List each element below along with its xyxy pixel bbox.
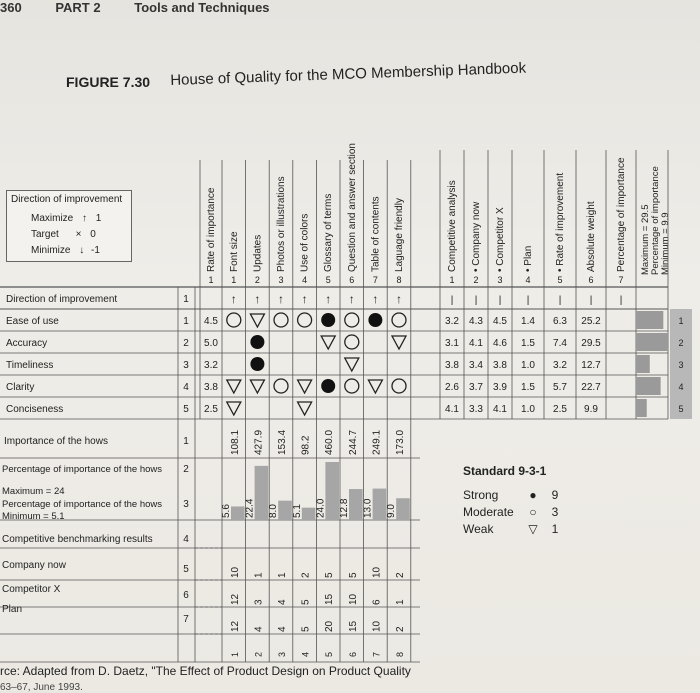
benchmark-value: 10 bbox=[347, 593, 359, 605]
competitive-value: 7.4 bbox=[553, 338, 567, 349]
how-percentage-bar bbox=[349, 489, 363, 520]
competitive-value: 3.3 bbox=[469, 404, 483, 415]
requirement-rate: 3.8 bbox=[204, 382, 218, 393]
competitive-value: 22.7 bbox=[581, 382, 601, 393]
strong-relationship-icon bbox=[250, 357, 264, 371]
weak-relationship-icon bbox=[298, 402, 312, 415]
moderate-relationship-icon bbox=[274, 379, 288, 393]
benchmark-value: 3 bbox=[253, 599, 265, 605]
column-header-num: 8 bbox=[396, 275, 402, 285]
direction-arrow-icon: ↑ bbox=[254, 292, 261, 306]
part-label: PART 2 bbox=[55, 0, 101, 15]
competitive-value: 3.2 bbox=[553, 360, 567, 371]
importance-bar bbox=[636, 311, 663, 329]
benchmark-value: 6 bbox=[371, 599, 383, 605]
requirement-num: 3 bbox=[183, 360, 189, 371]
competitive-tick: | bbox=[450, 295, 454, 306]
competitive-value: 29.5 bbox=[581, 338, 601, 349]
benchmark-col-num: 5 bbox=[324, 651, 335, 657]
competitive-tick: | bbox=[526, 295, 530, 306]
competitive-value: 4.1 bbox=[469, 338, 483, 349]
requirement-rate: 4.5 bbox=[204, 316, 218, 327]
how-importance-value: 108.1 bbox=[229, 429, 241, 455]
competitive-tick: | bbox=[589, 295, 593, 306]
benchmark-value: 1 bbox=[253, 572, 265, 578]
right-row-num: 2 bbox=[678, 338, 684, 348]
moderate-relationship-icon bbox=[345, 335, 359, 349]
direction-arrow-icon: ↑ bbox=[372, 292, 379, 306]
direction-row-num: 1 bbox=[183, 294, 189, 305]
competitive-header-num: 7 bbox=[618, 275, 624, 285]
requirement-num: 4 bbox=[183, 382, 189, 393]
requirement-num: 5 bbox=[183, 404, 189, 415]
requirement-label: Ease of use bbox=[6, 316, 59, 327]
right-row-num: 3 bbox=[678, 360, 684, 370]
how-percentage-bar bbox=[325, 462, 339, 520]
direction-arrow-icon: ↑ bbox=[278, 292, 284, 306]
hows-row-label: Percentage of importance of the hows bbox=[2, 499, 163, 510]
competitive-header-label: • Competitor X bbox=[495, 207, 506, 272]
how-percentage-value: 22.4 bbox=[244, 498, 256, 518]
how-percentage-value: 8.0 bbox=[268, 504, 280, 518]
column-header-num: 7 bbox=[372, 275, 378, 285]
competitive-header-num: 5 bbox=[557, 275, 563, 285]
hows-row-label: Importance of the hows bbox=[4, 436, 108, 447]
hows-row-label: Maximum = 24 bbox=[2, 486, 65, 497]
how-importance-value: 427.9 bbox=[253, 429, 265, 455]
benchmark-value: 5 bbox=[347, 572, 359, 578]
hows-row-label: Minimum = 5.1 bbox=[2, 511, 65, 522]
column-header-num: 6 bbox=[349, 275, 355, 285]
column-header-label: Updates bbox=[252, 234, 264, 272]
how-importance-value: 153.4 bbox=[277, 429, 288, 455]
standard-moderate: Moderate ○ 3 bbox=[463, 504, 559, 519]
hows-row-label: Competitive benchmarking results bbox=[2, 534, 153, 545]
hows-row-num: 7 bbox=[183, 614, 189, 625]
how-percentage-value: 24.0 bbox=[315, 498, 327, 518]
weak-triangle-icon: ▽ bbox=[528, 521, 538, 536]
hows-row-label: Company now bbox=[2, 560, 66, 571]
competitive-tick: | bbox=[619, 295, 623, 306]
column-header-label: Rate of importance bbox=[206, 187, 217, 272]
weak-relationship-icon bbox=[298, 380, 312, 393]
benchmark-value: 2 bbox=[300, 572, 312, 578]
hows-row-label: Percentage of importance of the hows bbox=[2, 464, 163, 475]
competitive-value: 1.5 bbox=[521, 382, 535, 393]
benchmark-value: 10 bbox=[229, 566, 241, 578]
direction-arrow-icon: ↑ bbox=[348, 292, 355, 306]
moderate-relationship-icon bbox=[274, 313, 288, 327]
moderate-relationship-icon bbox=[392, 313, 406, 327]
benchmark-value: 20 bbox=[324, 620, 336, 632]
page-number: 360 bbox=[0, 0, 22, 15]
direction-legend bbox=[6, 190, 132, 262]
benchmark-value: 12 bbox=[229, 593, 241, 605]
benchmark-col-num: 8 bbox=[395, 651, 405, 657]
weak-relationship-icon bbox=[392, 336, 406, 349]
competitive-header-num: 4 bbox=[525, 275, 531, 285]
moderate-relationship-icon bbox=[345, 379, 359, 393]
relationship-standard-legend bbox=[463, 464, 593, 537]
moderate-relationship-icon bbox=[298, 313, 312, 327]
requirement-num: 2 bbox=[183, 338, 189, 349]
figure-label: FIGURE 7.30 bbox=[66, 74, 151, 90]
how-percentage-bar bbox=[278, 501, 292, 520]
competitive-value: 3.2 bbox=[445, 316, 459, 327]
competitive-value: 2.6 bbox=[445, 382, 459, 393]
requirement-label: Timeliness bbox=[6, 360, 54, 371]
benchmark-value: 4 bbox=[253, 626, 265, 632]
benchmark-value: 5 bbox=[300, 599, 312, 605]
hows-row-label: Plan bbox=[2, 604, 23, 615]
column-header-num: 5 bbox=[325, 275, 331, 285]
competitive-value: 6.3 bbox=[553, 316, 567, 327]
how-percentage-bar bbox=[373, 489, 387, 520]
requirement-label: Accuracy bbox=[6, 338, 48, 349]
figure-title: House of Quality for the MCO Membership Handbook bbox=[170, 59, 527, 89]
column-header-num: 4 bbox=[302, 275, 308, 285]
competitive-header-num: 3 bbox=[497, 275, 503, 285]
benchmark-value: 4 bbox=[277, 626, 288, 632]
requirement-num: 1 bbox=[183, 316, 189, 327]
competitive-value: 4.1 bbox=[445, 404, 459, 415]
competitive-value: 1.4 bbox=[521, 316, 535, 327]
weak-relationship-icon bbox=[250, 380, 264, 393]
importance-bar bbox=[636, 333, 668, 351]
column-header-num: 2 bbox=[254, 275, 260, 285]
competitive-value: 4.5 bbox=[493, 316, 507, 327]
direction-arrow-icon: ↑ bbox=[230, 292, 237, 306]
weak-relationship-icon bbox=[227, 402, 241, 415]
competitive-tick: | bbox=[498, 295, 502, 306]
competitive-value: 1.0 bbox=[521, 360, 535, 371]
weak-relationship-icon bbox=[368, 380, 382, 393]
strong-dot-icon: ● bbox=[529, 487, 537, 502]
requirement-label: Conciseness bbox=[6, 404, 64, 415]
moderate-relationship-icon bbox=[345, 313, 359, 327]
benchmark-value: 2 bbox=[395, 572, 406, 578]
direction-legend-title: Direction of improvement bbox=[11, 194, 123, 205]
hows-row-num: 1 bbox=[183, 436, 189, 447]
column-header-label: Laguage friendly bbox=[394, 198, 405, 272]
competitive-value: 5.7 bbox=[553, 382, 567, 393]
weak-relationship-icon bbox=[250, 314, 264, 327]
importance-bar bbox=[636, 377, 661, 395]
how-percentage-value: 5.1 bbox=[291, 504, 303, 518]
benchmark-col-num: 6 bbox=[347, 651, 358, 657]
column-header-label: Table of contents bbox=[370, 196, 382, 272]
requirement-label: Clarity bbox=[6, 382, 35, 393]
competitive-tick: | bbox=[558, 295, 562, 306]
strong-relationship-icon bbox=[321, 313, 335, 327]
requirement-rate: 5.0 bbox=[204, 338, 218, 349]
legend-target: Target × 0 bbox=[31, 229, 96, 240]
column-header-label: Glossary of terms bbox=[323, 193, 335, 272]
how-importance-value: 249.1 bbox=[371, 429, 383, 455]
source-caption: rce: Adapted from D. Daetz, "The Effect of Product Design on Product Quality bbox=[0, 664, 411, 678]
column-header-num: 1 bbox=[231, 275, 237, 285]
weak-relationship-icon bbox=[345, 358, 359, 371]
benchmark-col-num: 3 bbox=[277, 651, 287, 657]
competitive-value: 3.1 bbox=[445, 338, 459, 349]
benchmark-value: 10 bbox=[371, 620, 383, 632]
how-percentage-value: 9.0 bbox=[386, 504, 398, 518]
competitive-value: 4.3 bbox=[469, 316, 483, 327]
benchmark-value: 12 bbox=[229, 620, 241, 632]
weak-relationship-icon bbox=[321, 336, 335, 349]
benchmark-value: 1 bbox=[277, 572, 288, 578]
competitive-value: 9.9 bbox=[584, 404, 598, 415]
how-percentage-value: 13.0 bbox=[362, 498, 374, 518]
competitive-value: 25.2 bbox=[581, 316, 601, 327]
how-percentage-value: 5.6 bbox=[221, 504, 232, 518]
benchmark-value: 15 bbox=[347, 620, 359, 632]
how-importance-value: 173.0 bbox=[395, 429, 406, 455]
column-header-label: Question and answer section bbox=[346, 143, 358, 272]
column-header-label: Font size bbox=[228, 231, 240, 272]
competitive-header-label: Competitive analysis bbox=[447, 180, 458, 272]
competitive-header-num: 2 bbox=[473, 275, 479, 285]
benchmark-value: 5 bbox=[324, 572, 336, 578]
benchmark-value: 2 bbox=[395, 626, 406, 632]
hows-row-num: 3 bbox=[183, 499, 189, 510]
benchmark-value: 15 bbox=[324, 593, 336, 605]
part-title: Tools and Techniques bbox=[134, 0, 270, 15]
how-percentage-bar bbox=[231, 506, 245, 520]
competitive-header-num: 1 bbox=[449, 275, 455, 285]
benchmark-col-num: 2 bbox=[253, 651, 264, 657]
right-row-num: 1 bbox=[678, 316, 684, 326]
strong-relationship-icon bbox=[368, 313, 382, 327]
competitive-header-label: Percentage of importance bbox=[616, 157, 627, 272]
benchmark-col-num: 1 bbox=[229, 651, 240, 657]
benchmark-col-num: 7 bbox=[371, 651, 382, 657]
competitive-tick: | bbox=[474, 295, 478, 306]
moderate-circle-icon: ○ bbox=[529, 504, 537, 519]
moderate-relationship-icon bbox=[227, 313, 241, 327]
benchmark-value: 10 bbox=[371, 566, 383, 578]
competitive-header-label: • Rate of improvement bbox=[555, 172, 566, 272]
source-caption-2: 63–67, June 1993. bbox=[0, 682, 83, 693]
competitive-value: 2.5 bbox=[553, 404, 567, 415]
direction-arrow-icon: ↑ bbox=[396, 292, 402, 306]
max-min-header-text: Minimum = 9.9 bbox=[660, 212, 671, 275]
hows-row-num: 6 bbox=[183, 590, 189, 601]
competitive-value: 3.7 bbox=[469, 382, 483, 393]
requirement-rate: 2.5 bbox=[204, 404, 218, 415]
max-min-header-text: Percentage of importance bbox=[650, 166, 661, 275]
benchmark-value: 5 bbox=[300, 626, 312, 632]
competitive-value: 3.8 bbox=[493, 360, 507, 371]
competitive-value: 4.6 bbox=[493, 338, 507, 349]
right-row-num: 5 bbox=[678, 404, 684, 414]
competitive-value: 3.8 bbox=[445, 360, 459, 371]
competitive-header-label: • Company now bbox=[471, 201, 482, 272]
hows-row-num: 4 bbox=[183, 534, 189, 545]
competitive-header-label: Absolute weight bbox=[586, 201, 597, 272]
moderate-relationship-icon bbox=[392, 379, 406, 393]
standard-title: Standard 9-3-1 bbox=[463, 464, 547, 478]
how-percentage-bar bbox=[396, 498, 410, 520]
standard-strong: Strong ● 9 bbox=[463, 487, 559, 502]
direction-row-label: Direction of improvement bbox=[6, 294, 118, 305]
column-header-num: 3 bbox=[278, 275, 284, 285]
legend-minimize: Minimize ↓ -1 bbox=[31, 245, 100, 256]
how-percentage-bar bbox=[302, 508, 316, 520]
how-percentage-bar bbox=[255, 466, 269, 520]
importance-bar bbox=[636, 355, 650, 373]
competitive-value: 1.0 bbox=[521, 404, 535, 415]
max-min-header-text: Maximum = 29.5 bbox=[640, 204, 651, 275]
competitive-value: 4.1 bbox=[493, 404, 507, 415]
benchmark-value: 4 bbox=[277, 599, 288, 605]
direction-arrow-icon: ↑ bbox=[325, 292, 332, 306]
competitive-value: 1.5 bbox=[521, 338, 535, 349]
column-header-label: Photos or illustrations bbox=[276, 176, 287, 272]
how-importance-value: 460.0 bbox=[324, 429, 336, 455]
strong-relationship-icon bbox=[321, 379, 335, 393]
benchmark-col-num: 4 bbox=[300, 651, 311, 657]
how-importance-value: 244.7 bbox=[347, 429, 359, 455]
importance-bar bbox=[636, 399, 647, 417]
competitive-header-num: 6 bbox=[588, 275, 594, 285]
how-importance-value: 98.2 bbox=[300, 435, 312, 455]
column-header-label: Use of colors bbox=[299, 213, 311, 272]
competitive-value: 12.7 bbox=[581, 360, 601, 371]
right-row-num: 4 bbox=[678, 382, 684, 392]
hows-row-label: Competitor X bbox=[2, 584, 61, 595]
competitive-value: 3.9 bbox=[493, 382, 507, 393]
legend-maximize: Maximize ↑ 1 bbox=[31, 213, 102, 224]
competitive-header-label: • Plan bbox=[523, 245, 534, 272]
hows-row-num: 2 bbox=[183, 464, 189, 475]
requirement-rate: 3.2 bbox=[204, 360, 218, 371]
weak-relationship-icon bbox=[227, 380, 241, 393]
benchmark-value: 1 bbox=[395, 599, 406, 605]
how-percentage-value: 12.8 bbox=[339, 498, 350, 518]
hows-row-num: 5 bbox=[183, 564, 189, 575]
standard-weak: Weak ▽ 1 bbox=[463, 521, 559, 536]
column-header-num: 1 bbox=[208, 275, 214, 285]
competitive-value: 3.4 bbox=[469, 360, 483, 371]
direction-arrow-icon: ↑ bbox=[301, 292, 308, 306]
strong-relationship-icon bbox=[250, 335, 264, 349]
